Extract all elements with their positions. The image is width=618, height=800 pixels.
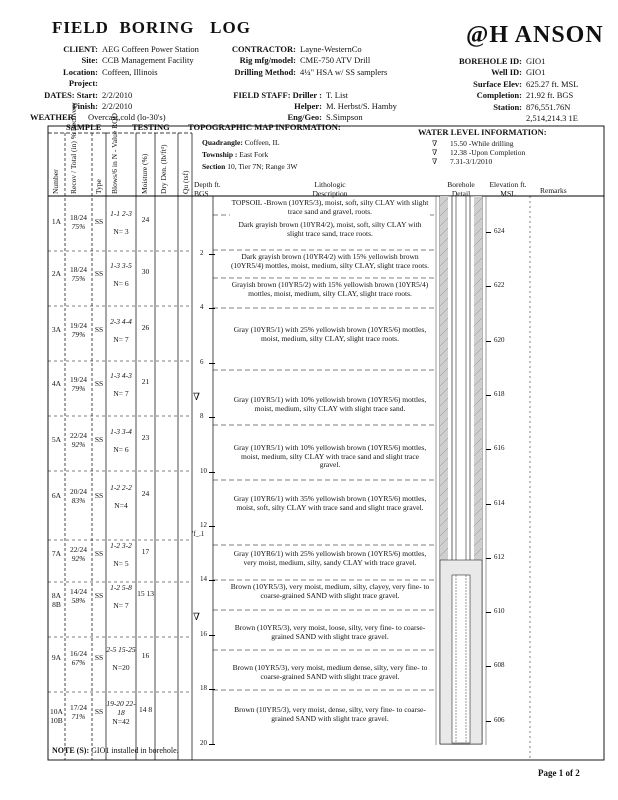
- depth-tick-mark: [209, 254, 215, 255]
- station-east-value: 2,514,214.3 1E: [526, 113, 578, 124]
- borehole-diagram: [440, 196, 482, 744]
- sample-recovery-pct: 79%: [71, 330, 86, 339]
- lithology-description: Brown (10YR5/3), very moist, loose, silty, very fine- to coarse-grained SAND with slight trace gravel.: [230, 624, 430, 641]
- sample-n-value: N= 7: [113, 335, 129, 344]
- col-depth: Depth ft. BGS: [194, 180, 221, 198]
- depth-tick-label: 16: [200, 629, 207, 638]
- lithology-description: TOPSOIL -Brown (10YR5/3), moist, soft, silty CLAY with slight trace sand and gravel, roots.: [231, 198, 429, 216]
- elevation-tick-label: 618: [494, 389, 505, 398]
- quadrangle-row: Quadrangle: Coffeen, IL: [202, 138, 280, 147]
- lithology-description: Brown (10YR5/3), very moist, medium dense, silty, very fine- to coarse-grained SAND with slight trace gravel.: [230, 664, 430, 681]
- col-blows: Blows/6 in N - Value RQD: [110, 113, 119, 194]
- water-level-icon: ∇: [193, 612, 200, 623]
- lithology-description: Gray (10YR5/1) with 10% yellowish brown (10YR5/6) mottles, moist, medium, silty CLAY with slight trace sand.: [230, 396, 430, 413]
- col-remarks: Remarks: [540, 186, 567, 195]
- sample-recovery-pct: 79%: [71, 384, 86, 393]
- sample-recovery: 18/24: [69, 213, 88, 222]
- elevation-tick-label: 606: [494, 715, 505, 724]
- well-id-value: GIO1: [526, 67, 546, 78]
- depth-tick-label: 2: [200, 248, 204, 257]
- page-number: Page 1 of 2: [538, 768, 580, 778]
- sample-blows: 19-20 22-18: [106, 699, 136, 717]
- col-elevation: Elevation ft. MSL: [489, 180, 527, 198]
- document-title: FIELD BORING LOG: [52, 18, 251, 37]
- topo-section-title: TOPOGRAPHIC MAP INFORMATION:: [188, 122, 341, 132]
- lithology-description: Dark grayish brown (10YR4/2) with 15% yellowish brown (10YR5/4) mottles, moist, medium, silty CLAY, slight trace roots.: [230, 252, 430, 270]
- sample-moisture: 14 8: [138, 705, 153, 714]
- water-level-info: [432, 139, 525, 166]
- lithology-description: Brown (10YR5/3), very moist, medium, silty, clayey, very fine- to coarse-grained SAND with slight trace gravel.: [230, 582, 430, 600]
- station-value: 876,551.76N: [526, 101, 571, 112]
- depth-tick-label: 18: [200, 684, 207, 693]
- client-label: CLIENT:: [63, 44, 98, 54]
- sample-number: 4A: [51, 379, 62, 388]
- water-level-icon: ∇: [432, 148, 438, 157]
- sample-n-value: N= 3: [113, 227, 129, 236]
- geo-value: S.Simpson: [326, 112, 363, 123]
- col-type: Type: [94, 179, 103, 194]
- borehole-id-value: GIO1: [526, 56, 546, 66]
- elevation-tick-label: 620: [494, 335, 505, 344]
- sample-n-value: N= 5: [113, 559, 129, 568]
- sample-recovery: 14/24: [69, 587, 88, 596]
- finish-date-value: 2/2/2010: [102, 101, 133, 112]
- water-row-drilling: ∇ 15.50 -While drilling: [432, 139, 514, 148]
- lithology-description: Gray (10YR6/1) with 25% yellowish brown (10YR5/6) mottles, very moist, medium, silty, sandy CLAY with trace gravel.: [230, 550, 430, 567]
- sample-number: 9A: [51, 653, 62, 662]
- sample-recovery: 19/24: [69, 321, 88, 330]
- completion-value: 21.92 ft. BGS: [526, 90, 574, 101]
- sample-recovery-pct: 71%: [71, 712, 86, 721]
- sample-blows: 1-3 3-4: [110, 427, 132, 436]
- elevation-tick-mark: [486, 449, 491, 450]
- lithology-description: Brown (10YR5/3), very moist, dense, silty, very fine- to coarse-grained SAND with slight trace gravel.: [230, 706, 430, 723]
- completion-label: Completion:: [476, 90, 522, 101]
- depth-tick-mark: [209, 744, 215, 745]
- sample-moisture: 30: [141, 267, 150, 276]
- driller-value: T. List: [326, 89, 349, 100]
- geo-label: Eng/Geo:: [287, 112, 322, 123]
- sample-type: SS: [94, 325, 104, 334]
- sample-n-value: N=20: [112, 663, 130, 672]
- elevation-tick-mark: [486, 504, 491, 505]
- col-dry-density: Dry Den. (lb/ft³): [159, 144, 168, 194]
- rig-label: Rig mfg/model:: [239, 55, 296, 66]
- sample-moisture: 24: [141, 489, 150, 498]
- well-id-label: Well ID:: [491, 67, 522, 78]
- lithology-description: Gray (10YR5/1) with 10% yellowish brown (10YR5/6) mottles, moist, medium, silty CLAY with trace sand and slight trace gravel.: [230, 444, 430, 470]
- sample-blows: 1-3 3-5: [110, 261, 132, 270]
- contractor-value: Layne-WesternCo: [300, 44, 362, 54]
- elevation-tick-label: 616: [494, 444, 505, 453]
- lithology-description: Grayish brown (10YR5/2) with 15% yellowish brown (10YR5/4) mottles, moist, medium, silty CLAY, slight trace roots.: [231, 280, 429, 298]
- topo-info: [202, 138, 297, 171]
- site-value: CCB Management Facility: [102, 55, 194, 66]
- borehole-id-label: BOREHOLE ID:: [458, 56, 522, 66]
- col-moisture: Moisture (%): [140, 153, 149, 194]
- sample-blows: 2-5 15-25: [106, 645, 136, 654]
- sample-blows: 1-1 2-3: [110, 209, 132, 218]
- sample-recovery-pct: 83%: [71, 496, 86, 505]
- surface-elev-value: 625.27 ft. MSL: [526, 78, 579, 89]
- client-value: AEG Coffeen Power Station: [102, 44, 199, 54]
- weather-value: Overcast,cold (lo-30's): [88, 112, 166, 123]
- depth-tick-label: 6: [200, 357, 204, 366]
- sample-n-value: N= 6: [113, 445, 129, 454]
- water-section-title: WATER LEVEL INFORMATION:: [418, 127, 547, 137]
- sample-type: SS: [94, 435, 104, 444]
- water-level-icon: ∇: [432, 139, 438, 148]
- sample-type: SS: [94, 591, 104, 600]
- elevation-tick-label: 612: [494, 552, 505, 561]
- sample-blows: 1-2 5-8: [110, 583, 132, 592]
- sample-number: 5A: [51, 435, 62, 444]
- drilling-method-label: Drilling Method:: [234, 66, 296, 77]
- elevation-tick-mark: [486, 666, 491, 667]
- sample-moisture: 23: [141, 433, 150, 442]
- sample-recovery: 22/24: [69, 431, 88, 440]
- sample-type: SS: [94, 217, 104, 226]
- sample-number: 2A: [51, 269, 62, 278]
- surface-elev-label: Surface Elev:: [473, 78, 522, 89]
- section-row: Section 10, Tier 7N; Range 3W: [202, 162, 298, 171]
- township-row: Township : East Fork: [202, 150, 269, 159]
- sample-recovery-pct: 67%: [71, 658, 86, 667]
- sample-moisture: 17: [141, 547, 150, 556]
- depth-tick-mark: [209, 363, 215, 364]
- sample-blows: 2-3 4-4: [110, 317, 132, 326]
- elevation-tick-label: 622: [494, 281, 505, 290]
- location-label: Location:: [63, 66, 98, 77]
- sample-n-value: N= 7: [113, 389, 129, 398]
- sample-n-value: N= 6: [113, 279, 129, 288]
- sample-type: SS: [94, 491, 104, 500]
- sample-number: 7A: [51, 549, 62, 558]
- sample-recovery-pct: 58%: [71, 596, 86, 605]
- sample-number: 10A 10B: [50, 707, 63, 725]
- notes: NOTE (S): GIO1 installed in borehole.: [52, 746, 179, 755]
- depth-tick-mark: [209, 526, 215, 527]
- sample-section-title: SAMPLE: [66, 122, 102, 132]
- driller-label: FIELD STAFF: Driller :: [233, 89, 322, 100]
- lithology-description: Dark grayish brown (10YR4/2), moist, soft, silty CLAY with slight trace sand, trace roots.: [230, 221, 430, 238]
- location-value: Coffeen, Illinois: [102, 66, 158, 77]
- sample-recovery-pct: 92%: [71, 554, 86, 563]
- col-number: Number: [51, 169, 60, 194]
- col-recovery: Recov / Total (in) % Recovery: [69, 102, 78, 194]
- depth-tick-mark: [209, 417, 215, 418]
- project-label: Project:: [68, 78, 98, 89]
- water-level-icon: ∇: [193, 392, 200, 403]
- water-row-completion: ∇ 12.38 -Upon Completion: [432, 148, 526, 157]
- sample-moisture: 16: [141, 651, 150, 660]
- elevation-tick-label: 614: [494, 498, 505, 507]
- col-borehole-detail: Borehole Detail: [447, 180, 475, 198]
- col-lithologic: Lithologic Description: [312, 180, 348, 198]
- helper-label: Helper:: [294, 101, 322, 112]
- depth-tick-label: 20: [200, 738, 207, 747]
- start-date-value: 2/2/2010: [102, 89, 133, 100]
- sample-blows: 1-2 2-2: [110, 483, 132, 492]
- depth-tick-mark: [209, 580, 215, 581]
- sample-type: SS: [94, 549, 104, 558]
- depth-tick-label: 8: [200, 412, 204, 421]
- sample-recovery: 17/24: [69, 703, 88, 712]
- sample-blows: 1-3 4-3: [110, 371, 132, 380]
- rig-value: CME-750 ATV Drill: [300, 55, 371, 66]
- well-marker: 'f_.1: [192, 530, 205, 538]
- depth-tick-mark: [209, 308, 215, 309]
- finish-date-label: Finish:: [72, 101, 98, 112]
- sample-recovery: 18/24: [69, 265, 88, 274]
- depth-tick-mark: [209, 472, 215, 473]
- sample-type: SS: [94, 653, 104, 662]
- sample-type: SS: [94, 707, 104, 716]
- elevation-tick-label: 624: [494, 227, 505, 235]
- sample-number: 6A: [51, 491, 62, 500]
- col-qu: Qu (tsf): [181, 170, 190, 194]
- sample-recovery: 20/24: [69, 487, 88, 496]
- sample-number: 3A: [51, 325, 62, 334]
- elevation-tick-mark: [486, 395, 491, 396]
- sample-moisture: 21: [141, 377, 150, 386]
- company-logo: @H ANSON: [466, 22, 604, 48]
- sample-moisture: 24: [141, 215, 150, 224]
- depth-tick-label: 12: [200, 520, 207, 529]
- depth-tick-label: 14: [200, 575, 207, 584]
- water-level-icon: ∇: [432, 157, 438, 166]
- testing-section-title: TESTING: [132, 122, 170, 132]
- elevation-tick-mark: [486, 341, 491, 342]
- sample-recovery-pct: 75%: [71, 274, 86, 283]
- sample-moisture: 15 13: [137, 589, 154, 598]
- sample-type: SS: [94, 269, 104, 278]
- water-row-later: ∇ 7.31-3/1/2010: [432, 157, 493, 166]
- depth-tick-mark: [209, 689, 215, 690]
- station-label: Station:: [493, 101, 522, 112]
- helper-value: M. Herbst/S. Hamby: [326, 101, 397, 112]
- sample-n-value: N= 7: [113, 601, 129, 610]
- sample-moisture: 26: [141, 323, 150, 332]
- sample-number: 8A 8B: [51, 591, 62, 609]
- elevation-tick-mark: [486, 612, 491, 613]
- site-label: Site:: [81, 55, 98, 66]
- weather-label: WEATHER:: [30, 112, 77, 123]
- depth-tick-label: 4: [200, 303, 204, 312]
- lithology-description: Gray (10YR6/1) with 35% yellowish brown (10YR5/6) mottles, moist, soft, silty CLAY with trace sand and slight trace gravel.: [230, 495, 430, 512]
- lithology-description: Gray (10YR5/1) with 25% yellowish brown (10YR5/6) mottles, moist, medium, silty CLAY, slight trace roots.: [230, 326, 430, 343]
- sample-n-value: N=42: [112, 717, 130, 726]
- sample-recovery-pct: 92%: [71, 440, 86, 449]
- sample-number: 1A: [51, 217, 62, 226]
- start-date-label: DATES: Start:: [44, 89, 98, 100]
- elevation-tick-mark: [486, 286, 491, 287]
- sample-recovery: 22/24: [69, 545, 88, 554]
- depth-tick-mark: [209, 635, 215, 636]
- sample-type: SS: [94, 379, 104, 388]
- elevation-tick-mark: [486, 558, 491, 559]
- drilling-method-value: 4¼" HSA w/ SS samplers: [300, 66, 388, 77]
- depth-tick-label: 10: [200, 466, 207, 475]
- elevation-tick-mark: [486, 232, 491, 233]
- sample-recovery-pct: 75%: [71, 222, 86, 231]
- sample-recovery: 16/24: [69, 649, 88, 658]
- elevation-tick-mark: [486, 721, 491, 722]
- elevation-tick-label: 608: [494, 661, 505, 670]
- sample-recovery: 19/24: [69, 375, 88, 384]
- sample-n-value: N=4: [114, 501, 128, 510]
- elevation-tick-label: 610: [494, 607, 505, 616]
- sample-blows: 1-2 3-2: [110, 541, 132, 550]
- contractor-label: CONTRACTOR:: [231, 44, 296, 54]
